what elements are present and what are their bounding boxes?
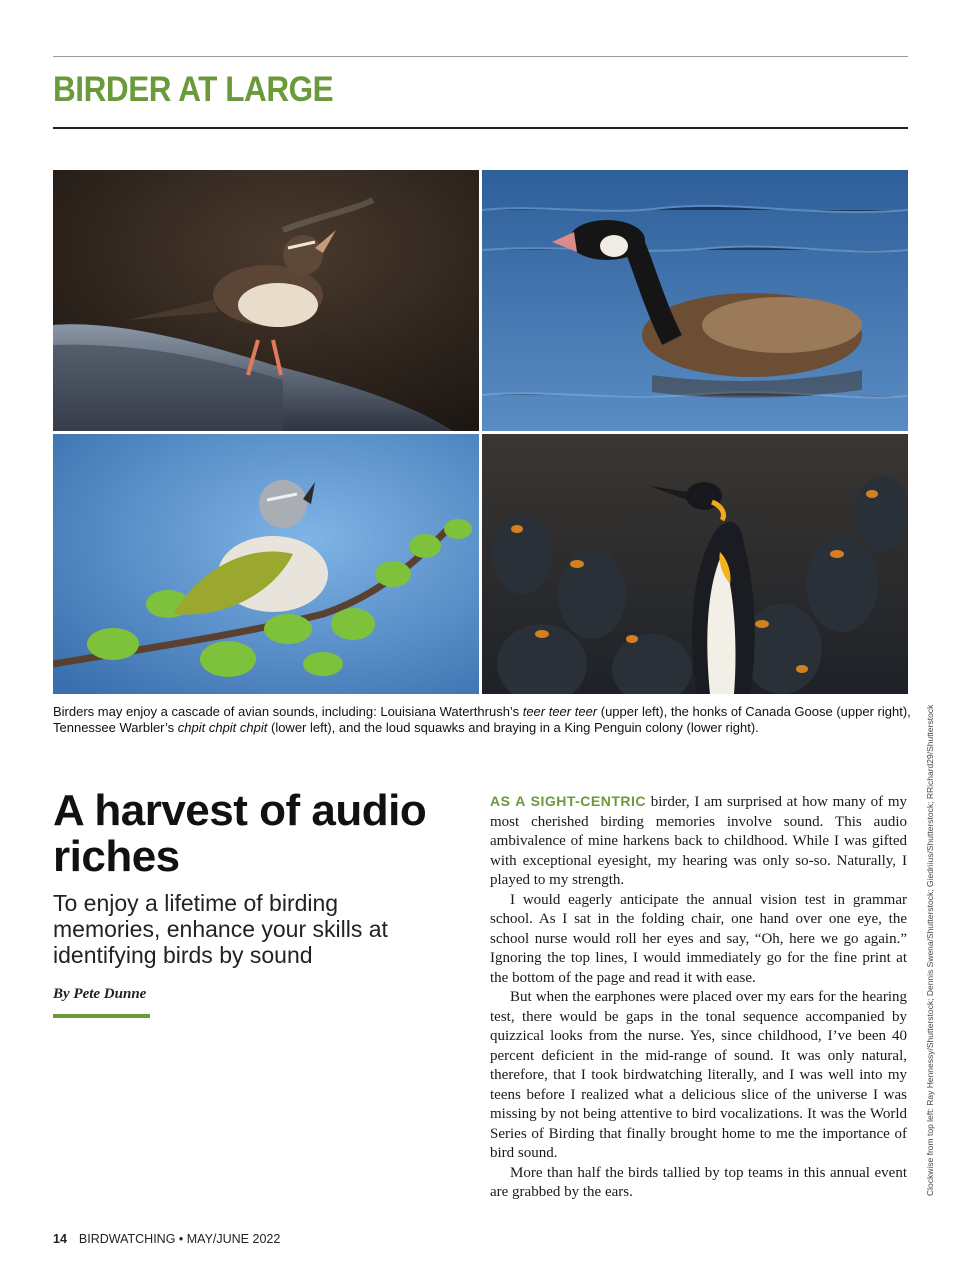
body-paragraph-3: But when the earphones were placed over my ears for the hearing test, there would be gaps in the tonal sequence accompanied by quizzical looks from the nurse. Yes, since childhood, I’ve been 40 percent deficient in the mid-range of sound. It was only natural, therefore, that I took birdwatching literally, and I was well into my teens before I realized what a delicious slice of the universe I was missing by not being attentive to bird vocalizations. It was the World Series of Birding that finally brought home to me the importance of bird sound.	[490, 989, 907, 1161]
body-paragraph-4: More than half the birds tallied by top teams in this annual event are grabbed by the ears.	[490, 1164, 907, 1200]
photo-credit: Clockwise from top left: Ray Hennessy/Shutterstock; Dennis Swena/Shutterstock; Giedriius/Shutterstock; RRichard29/Shutterstock	[925, 704, 935, 1196]
photo-caption: Birders may enjoy a cascade of avian sounds, including: Louisiana Waterthrush’s teer teer teer (upper left), the honks of Canada Goose (upper right), Tennessee Warbler’s chpit chpit chpit (lower left), and the loud squawks and braying in a King Penguin colony (lower right).	[53, 704, 911, 735]
body-paragraph-2: I would eagerly anticipate the annual vision test in grammar school. As I sat in the folding chair, one hand over one eye, the school nurse would roll her eyes and say, “Oh, here we go again.” Ignoring the top lines, I would immediately go for the fine print at the bottom of the page and read it with ease.	[490, 891, 907, 986]
article-deck: To enjoy a lifetime of birding memories, enhance your skills at identifying birds by sound	[53, 890, 388, 968]
top-rule	[53, 56, 908, 57]
section-rule	[53, 127, 908, 129]
body-paragraph-1: AS A SIGHT-CENTRIC birder, I am surprised at how many of my most cherished birding memories involve sound. This audio ambivalence of mine harkens back to childhood. While I was gifted with exceptional eyesight, my hearing was only so-so. Naturally, I played to my strength.	[490, 793, 907, 888]
canada-goose-photo	[482, 170, 908, 431]
tennessee-warbler-photo	[53, 434, 479, 694]
article-headline: A harvest of audio riches	[53, 786, 427, 881]
lead-in: AS A SIGHT-CENTRIC	[490, 793, 647, 809]
byline-rule	[53, 1014, 150, 1018]
section-label: BIRDER AT LARGE	[53, 70, 334, 109]
page-number: 14	[53, 1232, 67, 1246]
article-body	[490, 792, 907, 1203]
king-penguin-colony-photo	[482, 434, 908, 694]
page-footer	[53, 1232, 280, 1246]
publication-name: BIRDWATCHING • MAY/JUNE 2022	[78, 1232, 281, 1246]
article-byline: By Pete Dunne	[53, 986, 147, 1002]
louisiana-waterthrush-photo	[53, 170, 479, 431]
